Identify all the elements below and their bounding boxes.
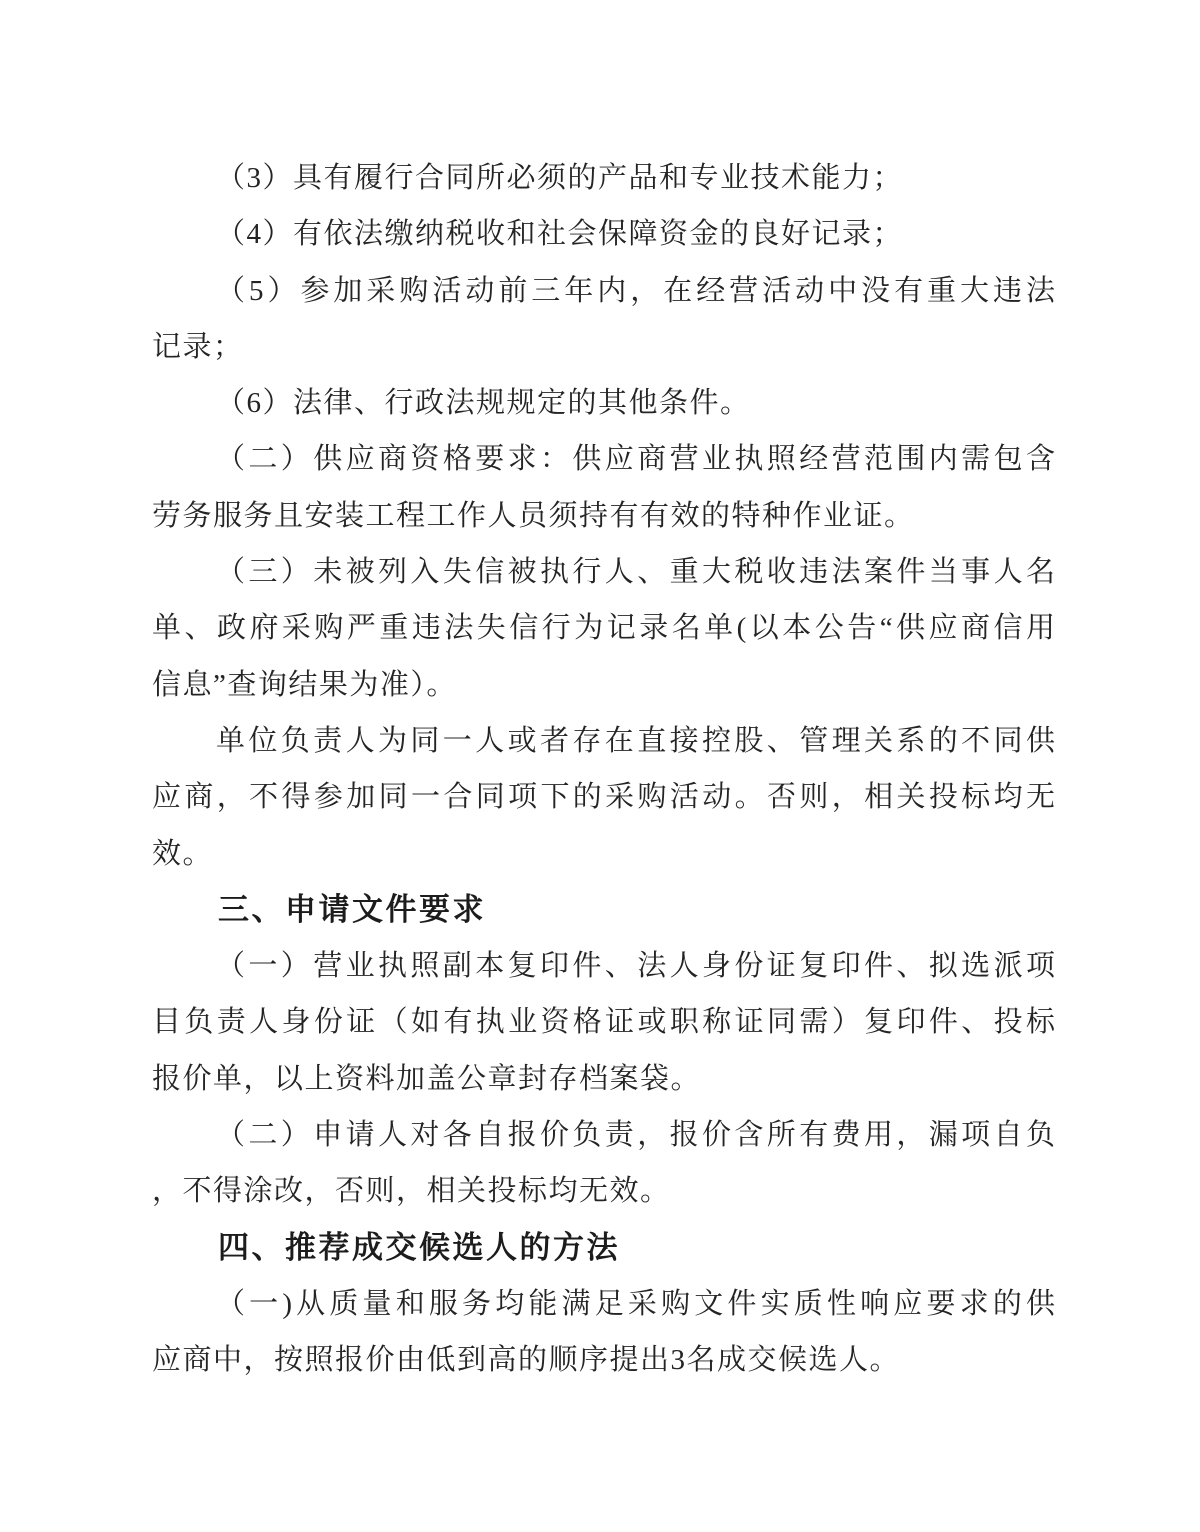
text-line: 报价单，以上资料加盖公章封存档案袋。 (152, 1062, 702, 1095)
text-line: （三）未被列入失信被执行人、重大税收违法案件当事人名 (216, 556, 1056, 589)
text-line: 效。 (152, 837, 214, 870)
text-line: （4）有依法缴纳税收和社会保障资金的良好记录； (216, 218, 904, 251)
text-line: 单位负责人为同一人或者存在直接控股、管理关系的不同供 (216, 724, 1056, 757)
section-heading: 四、推荐成交候选人的方法 (218, 1229, 620, 1265)
text-line: 目负责人身份证（如有执业资格证或职称证同需）复印件、投标 (152, 1006, 1056, 1039)
text-line: 应商，不得参加同一合同项下的采购活动。否则，相关投标均无 (152, 781, 1056, 814)
text-line: （5）参加采购活动前三年内，在经营活动中没有重大违法 (216, 274, 1056, 307)
document-body (152, 150, 1056, 1389)
text-line: （二）申请人对各自报价负责，报价含所有费用，漏项自负 (216, 1119, 1056, 1152)
text-line: 单、政府采购严重违法失信行为记录名单(以本公告“供应商信用 (152, 612, 1056, 645)
section-heading: 三、申请文件要求 (218, 891, 486, 927)
text-line: 应商中，按照报价由低到高的顺序提出3名成交候选人。 (152, 1344, 901, 1377)
text-line: （二）供应商资格要求：供应商营业执照经营范围内需包含 (216, 443, 1056, 476)
text-line: （一）营业执照副本复印件、法人身份证复印件、拟选派项 (216, 950, 1056, 983)
text-line: ，不得涂改，否则，相关投标均无效。 (152, 1175, 671, 1208)
text-line: 记录； (152, 330, 244, 363)
text-line: （一)从质量和服务均能满足采购文件实质性响应要求的供 (216, 1287, 1056, 1320)
text-line: 信息”查询结果为准）。 (152, 668, 457, 701)
text-line: （3）具有履行合同所必须的产品和专业技术能力； (216, 162, 904, 194)
text-line: 劳务服务且安装工程工作人员须持有有效的特种作业证。 (152, 499, 915, 532)
text-line: （6）法律、行政法规规定的其他条件。 (216, 387, 751, 420)
